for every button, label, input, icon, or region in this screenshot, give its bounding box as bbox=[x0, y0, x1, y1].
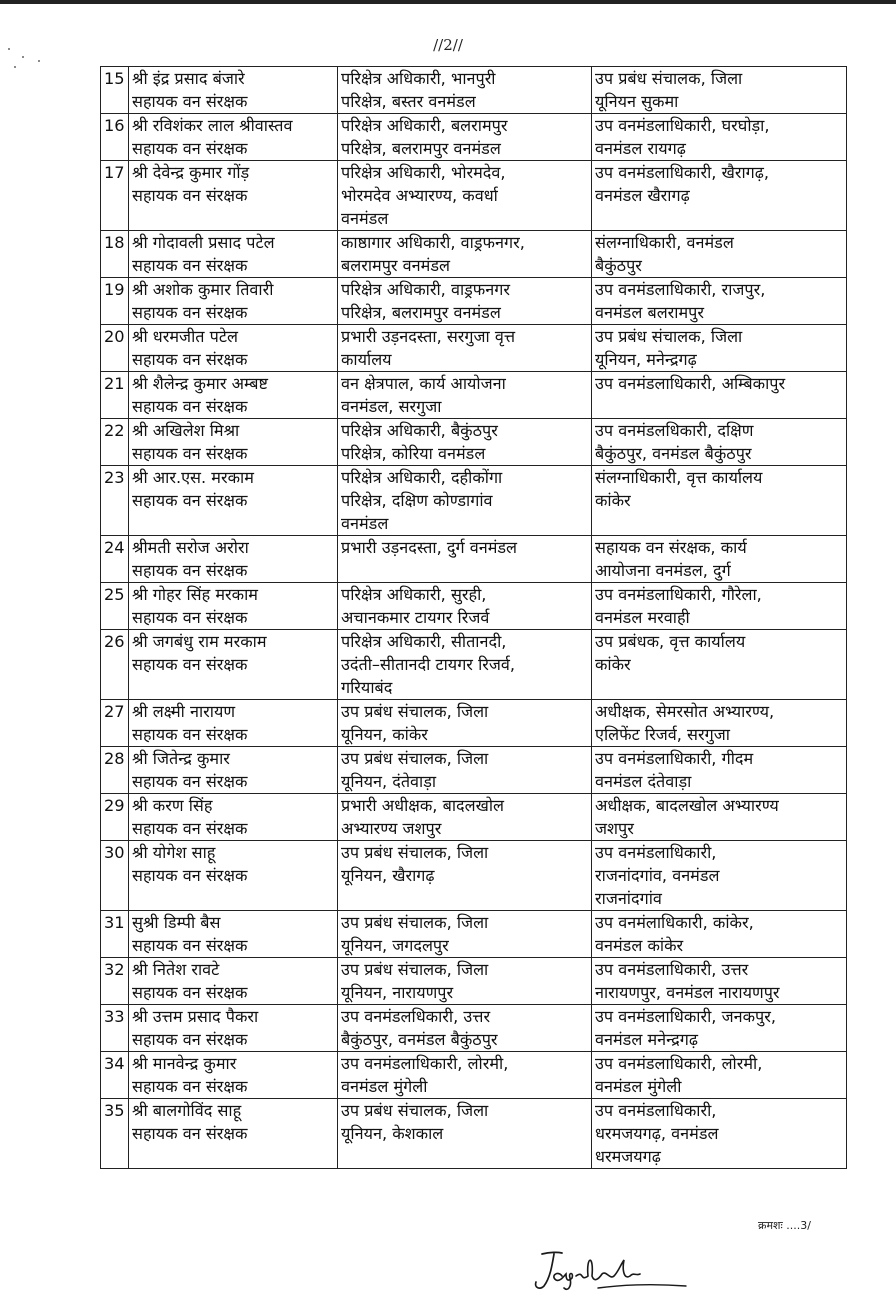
row-number: 23 bbox=[101, 466, 129, 536]
current-post-line: परिक्षेत्र, दक्षिण कोण्डागांव bbox=[341, 491, 493, 510]
current-post-line: वनमंडल bbox=[341, 209, 389, 228]
officer-name-cell bbox=[129, 958, 338, 1005]
current-post-cell bbox=[338, 1099, 592, 1169]
row-number: 33 bbox=[101, 1005, 129, 1052]
officer-name-line: सहायक वन संरक्षक bbox=[132, 350, 248, 369]
top-border-line bbox=[0, 0, 896, 4]
officer-name-line: श्री इंद्र प्रसाद बंजारे bbox=[132, 69, 245, 88]
officer-name-cell bbox=[129, 1005, 338, 1052]
table-row bbox=[101, 325, 847, 372]
current-post-cell bbox=[338, 958, 592, 1005]
table-row bbox=[101, 747, 847, 794]
officer-name-line: सहायक वन संरक्षक bbox=[132, 491, 248, 510]
continued-note: क्रमशः ....3/ bbox=[758, 1219, 811, 1232]
current-post-line: प्रभारी उड़नदस्ता, सरगुजा वृत्त bbox=[341, 327, 516, 346]
officer-name-line: श्री नितेश रावटे bbox=[132, 960, 220, 979]
current-post-cell bbox=[338, 700, 592, 747]
new-post-cell bbox=[592, 794, 847, 841]
officer-name-line: श्री गोदावली प्रसाद पटेल bbox=[132, 233, 275, 252]
table-row bbox=[101, 958, 847, 1005]
officer-name-line: श्री अशोक कुमार तिवारी bbox=[132, 280, 274, 299]
officer-name-cell bbox=[129, 325, 338, 372]
current-post-line: कार्यालय bbox=[341, 350, 392, 369]
officer-name-line: श्री उत्तम प्रसाद पैकरा bbox=[132, 1007, 259, 1026]
row-number: 24 bbox=[101, 536, 129, 583]
current-post-line: परिक्षेत्र अधिकारी, वाड्रफनगर bbox=[341, 280, 510, 299]
new-post-cell bbox=[592, 231, 847, 278]
new-post-cell bbox=[592, 161, 847, 231]
officer-name-line: सहायक वन संरक्षक bbox=[132, 655, 248, 674]
row-number: 35 bbox=[101, 1099, 129, 1169]
new-post-cell bbox=[592, 466, 847, 536]
officer-name-line: सहायक वन संरक्षक bbox=[132, 303, 248, 322]
new-post-line: वनमंडल दंतेवाड़ा bbox=[595, 772, 692, 791]
new-post-line: यूनियन सुकमा bbox=[595, 92, 679, 111]
officer-name-line: श्रीमती सरोज अरोरा bbox=[132, 538, 249, 557]
current-post-line: गरियाबंद bbox=[341, 678, 393, 697]
new-post-line: उप वनमंडलाधिकारी, उत्तर bbox=[595, 960, 749, 979]
current-post-cell bbox=[338, 419, 592, 466]
transfer-table bbox=[100, 66, 847, 1169]
new-post-cell bbox=[592, 278, 847, 325]
new-post-line: आयोजना वनमंडल, दुर्ग bbox=[595, 561, 731, 580]
table-row bbox=[101, 630, 847, 700]
row-number: 31 bbox=[101, 911, 129, 958]
new-post-line: बैकुंठपुर, वनमंडल बैकुंठपुर bbox=[595, 444, 752, 463]
officer-name-line: सहायक वन संरक्षक bbox=[132, 1077, 248, 1096]
new-post-line: धरमजयगढ़, वनमंडल bbox=[595, 1124, 719, 1143]
current-post-cell bbox=[338, 911, 592, 958]
new-post-cell bbox=[592, 372, 847, 419]
officer-name-cell bbox=[129, 161, 338, 231]
new-post-line: सहायक वन संरक्षक, कार्य bbox=[595, 538, 747, 557]
officer-name-line: सहायक वन संरक्षक bbox=[132, 866, 248, 885]
officer-name-line: श्री लक्ष्मी नारायण bbox=[132, 702, 236, 721]
new-post-line: उप वनमंडलाधिकारी, लोरमी, bbox=[595, 1054, 763, 1073]
officer-name-line: सहायक वन संरक्षक bbox=[132, 561, 248, 580]
new-post-cell bbox=[592, 114, 847, 161]
row-number: 34 bbox=[101, 1052, 129, 1099]
officer-name-cell bbox=[129, 114, 338, 161]
officer-name-line: सहायक वन संरक्षक bbox=[132, 444, 248, 463]
officer-name-cell bbox=[129, 466, 338, 536]
new-post-line: उप वनमंडलाधिकारी, bbox=[595, 1101, 717, 1120]
current-post-line: परिक्षेत्र अधिकारी, भोरमदेव, bbox=[341, 163, 506, 182]
officer-name-line: सहायक वन संरक्षक bbox=[132, 819, 248, 838]
officer-name-line: श्री बालगोविंद साहू bbox=[132, 1101, 242, 1120]
current-post-line: अभ्यारण्य जशपुर bbox=[341, 819, 442, 838]
current-post-cell bbox=[338, 1005, 592, 1052]
officer-name-line: सहायक वन संरक्षक bbox=[132, 397, 248, 416]
table-row bbox=[101, 794, 847, 841]
new-post-line: धरमजयगढ़ bbox=[595, 1147, 661, 1166]
officer-name-line: श्री धरमजीत पटेल bbox=[132, 327, 238, 346]
current-post-cell bbox=[338, 114, 592, 161]
current-post-line: यूनियन, नारायणपुर bbox=[341, 983, 454, 1002]
row-number: 22 bbox=[101, 419, 129, 466]
officer-name-line: सहायक वन संरक्षक bbox=[132, 1030, 248, 1049]
new-post-line: अधीक्षक, बादलखोल अभ्यारण्य bbox=[595, 796, 779, 815]
officer-name-line: श्री गोहर सिंह मरकाम bbox=[132, 585, 258, 604]
table-row bbox=[101, 911, 847, 958]
new-post-line: उप वनमंलाधिकारी, कांकेर, bbox=[595, 913, 754, 932]
new-post-line: वनमंडल मुंगेली bbox=[595, 1077, 682, 1096]
new-post-line: वनमंडल मनेन्द्रगढ़ bbox=[595, 1030, 698, 1049]
row-number: 18 bbox=[101, 231, 129, 278]
current-post-cell bbox=[338, 372, 592, 419]
officer-name-line: श्री आर.एस. मरकाम bbox=[132, 468, 254, 487]
table-row bbox=[101, 161, 847, 231]
officer-name-line: सहायक वन संरक्षक bbox=[132, 772, 248, 791]
row-number: 21 bbox=[101, 372, 129, 419]
new-post-line: उप प्रबंध संचालक, जिला bbox=[595, 327, 743, 346]
current-post-cell bbox=[338, 630, 592, 700]
scan-speck bbox=[38, 60, 40, 62]
table-row bbox=[101, 231, 847, 278]
table-row bbox=[101, 419, 847, 466]
current-post-line: वनमंडल bbox=[341, 514, 389, 533]
current-post-line: प्रभारी अधीक्षक, बादलखोल bbox=[341, 796, 505, 815]
new-post-line: संलग्नाधिकारी, वनमंडल bbox=[595, 233, 734, 252]
current-post-line: परिक्षेत्र, बलरामपुर वनमंडल bbox=[341, 139, 501, 158]
officer-name-cell bbox=[129, 278, 338, 325]
current-post-line: वन क्षेत्रपाल, कार्य आयोजना bbox=[341, 374, 506, 393]
officer-name-line: श्री जितेन्द्र कुमार bbox=[132, 749, 230, 768]
new-post-line: वनमंडल खैरागढ़ bbox=[595, 186, 690, 205]
new-post-line: उप वनमंडलाधिकारी, गौरेला, bbox=[595, 585, 762, 604]
table-row bbox=[101, 841, 847, 911]
transfer-table-body bbox=[101, 67, 847, 1169]
new-post-cell bbox=[592, 1099, 847, 1169]
new-post-line: अधीक्षक, सेमरसोत अभ्यारण्य, bbox=[595, 702, 775, 721]
new-post-line: उप वनमंडलाधिकारी, अम्बिकापुर bbox=[595, 374, 786, 393]
current-post-line: यूनियन, दंतेवाड़ा bbox=[341, 772, 437, 791]
current-post-line: उप प्रबंध संचालक, जिला bbox=[341, 749, 489, 768]
officer-name-line: सहायक वन संरक्षक bbox=[132, 608, 248, 627]
officer-name-line: श्री शैलेन्द्र कुमार अम्बष्ट bbox=[132, 374, 268, 393]
current-post-cell bbox=[338, 794, 592, 841]
current-post-line: परिक्षेत्र अधिकारी, दहीकोंगा bbox=[341, 468, 503, 487]
new-post-line: राजनांदगांव bbox=[595, 889, 662, 908]
row-number: 26 bbox=[101, 630, 129, 700]
scan-speck bbox=[22, 56, 24, 58]
officer-name-line: श्री अखिलेश मिश्रा bbox=[132, 421, 240, 440]
row-number: 30 bbox=[101, 841, 129, 911]
current-post-line: काष्ठागार अधिकारी, वाड्रफनगर, bbox=[341, 233, 525, 252]
page-number: //2// bbox=[433, 36, 463, 54]
current-post-cell bbox=[338, 325, 592, 372]
current-post-line: उप प्रबंध संचालक, जिला bbox=[341, 913, 489, 932]
officer-name-line: सहायक वन संरक्षक bbox=[132, 983, 248, 1002]
current-post-line: उप प्रबंध संचालक, जिला bbox=[341, 960, 489, 979]
new-post-line: उप वनमंडलाधिकारी, गीदम bbox=[595, 749, 754, 768]
new-post-line: उप वनमंडलाधिकारी, घरघोड़ा, bbox=[595, 116, 770, 135]
table-row bbox=[101, 278, 847, 325]
new-post-line: जशपुर bbox=[595, 819, 634, 838]
row-number: 19 bbox=[101, 278, 129, 325]
officer-name-cell bbox=[129, 583, 338, 630]
current-post-line: उप वनमंडलधिकारी, उत्तर bbox=[341, 1007, 491, 1026]
current-post-cell bbox=[338, 278, 592, 325]
current-post-line: परिक्षेत्र अधिकारी, बलरामपुर bbox=[341, 116, 508, 135]
current-post-line: परिक्षेत्र अधिकारी, सुरही, bbox=[341, 585, 487, 604]
officer-name-line: सुश्री डिम्पी बैस bbox=[132, 913, 221, 932]
table-row bbox=[101, 1052, 847, 1099]
new-post-line: वनमंडल मरवाही bbox=[595, 608, 690, 627]
new-post-cell bbox=[592, 67, 847, 114]
new-post-line: वनमंडल कांकेर bbox=[595, 936, 684, 955]
new-post-cell bbox=[592, 911, 847, 958]
officer-name-line: सहायक वन संरक्षक bbox=[132, 256, 248, 275]
officer-name-cell bbox=[129, 67, 338, 114]
current-post-line: बैकुंठपुर, वनमंडल बैकुंठपुर bbox=[341, 1030, 498, 1049]
officer-name-cell bbox=[129, 372, 338, 419]
officer-name-cell bbox=[129, 700, 338, 747]
current-post-cell bbox=[338, 67, 592, 114]
new-post-cell bbox=[592, 630, 847, 700]
new-post-cell bbox=[592, 747, 847, 794]
row-number: 29 bbox=[101, 794, 129, 841]
table-row bbox=[101, 372, 847, 419]
current-post-cell bbox=[338, 583, 592, 630]
current-post-line: परिक्षेत्र अधिकारी, सीतानदी, bbox=[341, 632, 507, 651]
current-post-line: वनमंडल मुंगेली bbox=[341, 1077, 428, 1096]
new-post-line: राजनांदगांव, वनमंडल bbox=[595, 866, 720, 885]
new-post-line: वनमंडल रायगढ़ bbox=[595, 139, 686, 158]
new-post-line: उप वनमंडलाधिकारी, bbox=[595, 843, 717, 862]
new-post-line: कांकेर bbox=[595, 655, 631, 674]
current-post-cell bbox=[338, 841, 592, 911]
row-number: 20 bbox=[101, 325, 129, 372]
new-post-line: उप वनमंडलाधिकारी, राजपुर, bbox=[595, 280, 766, 299]
new-post-cell bbox=[592, 536, 847, 583]
new-post-cell bbox=[592, 958, 847, 1005]
new-post-cell bbox=[592, 583, 847, 630]
current-post-line: अचानकमार टायगर रिजर्व bbox=[341, 608, 490, 627]
current-post-line: यूनियन, खैरागढ़ bbox=[341, 866, 435, 885]
officer-name-line: सहायक वन संरक्षक bbox=[132, 1124, 248, 1143]
new-post-cell bbox=[592, 1052, 847, 1099]
new-post-line: संलग्नाधिकारी, वृत्त कार्यालय bbox=[595, 468, 763, 487]
current-post-line: उप प्रबंध संचालक, जिला bbox=[341, 1101, 489, 1120]
officer-name-line: सहायक वन संरक्षक bbox=[132, 139, 248, 158]
officer-name-cell bbox=[129, 1099, 338, 1169]
new-post-cell bbox=[592, 841, 847, 911]
officer-name-line: श्री देवेन्द्र कुमार गोंड़ bbox=[132, 163, 250, 182]
current-post-cell bbox=[338, 1052, 592, 1099]
current-post-line: परिक्षेत्र, बस्तर वनमंडल bbox=[341, 92, 476, 111]
current-post-line: परिक्षेत्र, बलरामपुर वनमंडल bbox=[341, 303, 501, 322]
current-post-line: उप प्रबंध संचालक, जिला bbox=[341, 702, 489, 721]
new-post-line: यूनियन, मनेन्द्रगढ़ bbox=[595, 350, 697, 369]
new-post-cell bbox=[592, 419, 847, 466]
table-row bbox=[101, 1005, 847, 1052]
new-post-line: उप वनमंडलाधिकारी, जनकपुर, bbox=[595, 1007, 776, 1026]
new-post-line: उप प्रबंध संचालक, जिला bbox=[595, 69, 743, 88]
scan-speck bbox=[14, 66, 16, 68]
new-post-line: उप वनमंडलधिकारी, दक्षिण bbox=[595, 421, 754, 440]
current-post-cell bbox=[338, 161, 592, 231]
new-post-cell bbox=[592, 1005, 847, 1052]
new-post-cell bbox=[592, 325, 847, 372]
current-post-line: उप प्रबंध संचालक, जिला bbox=[341, 843, 489, 862]
table-row bbox=[101, 700, 847, 747]
row-number: 28 bbox=[101, 747, 129, 794]
officer-name-line: श्री जगबंधु राम मरकाम bbox=[132, 632, 267, 651]
officer-name-line: सहायक वन संरक्षक bbox=[132, 725, 248, 744]
current-post-line: परिक्षेत्र अधिकारी, भानपुरी bbox=[341, 69, 496, 88]
row-number: 17 bbox=[101, 161, 129, 231]
officer-name-line: सहायक वन संरक्षक bbox=[132, 92, 248, 111]
current-post-line: यूनियन, जगदलपुर bbox=[341, 936, 449, 955]
officer-name-cell bbox=[129, 630, 338, 700]
row-number: 32 bbox=[101, 958, 129, 1005]
current-post-line: बलरामपुर वनमंडल bbox=[341, 256, 450, 275]
new-post-line: उप वनमंडलाधिकारी, खैरागढ़, bbox=[595, 163, 770, 182]
officer-name-cell bbox=[129, 231, 338, 278]
new-post-line: एलिफेंट रिजर्व, सरगुजा bbox=[595, 725, 730, 744]
current-post-line: उदंती–सीतानदी टायगर रिजर्व, bbox=[341, 655, 516, 674]
current-post-cell bbox=[338, 466, 592, 536]
row-number: 15 bbox=[101, 67, 129, 114]
current-post-line: प्रभारी उड़नदस्ता, दुर्ग वनमंडल bbox=[341, 538, 518, 557]
new-post-line: कांकेर bbox=[595, 491, 631, 510]
table-row bbox=[101, 536, 847, 583]
current-post-line: भोरमदेव अभ्यारण्य, कवर्धा bbox=[341, 186, 498, 205]
table-row bbox=[101, 583, 847, 630]
officer-name-cell bbox=[129, 841, 338, 911]
new-post-line: उप प्रबंधक, वृत्त कार्यालय bbox=[595, 632, 746, 651]
new-post-line: नारायणपुर, वनमंडल नारायणपुर bbox=[595, 983, 780, 1002]
officer-name-line: श्री मानवेन्द्र कुमार bbox=[132, 1054, 237, 1073]
table-row bbox=[101, 1099, 847, 1169]
officer-name-cell bbox=[129, 1052, 338, 1099]
officer-name-line: सहायक वन संरक्षक bbox=[132, 186, 248, 205]
current-post-line: परिक्षेत्र अधिकारी, बैकुंठपुर bbox=[341, 421, 498, 440]
current-post-cell bbox=[338, 231, 592, 278]
officer-name-cell bbox=[129, 747, 338, 794]
current-post-line: यूनियन, कांकेर bbox=[341, 725, 428, 744]
officer-name-line: सहायक वन संरक्षक bbox=[132, 936, 248, 955]
table-row bbox=[101, 466, 847, 536]
current-post-cell bbox=[338, 536, 592, 583]
officer-name-line: श्री योगेश साहू bbox=[132, 843, 216, 862]
signature bbox=[528, 1246, 698, 1300]
new-post-cell bbox=[592, 700, 847, 747]
signature-mark bbox=[528, 1246, 698, 1296]
officer-name-cell bbox=[129, 911, 338, 958]
table-row bbox=[101, 114, 847, 161]
row-number: 16 bbox=[101, 114, 129, 161]
current-post-line: उप वनमंडलाधिकारी, लोरमी, bbox=[341, 1054, 509, 1073]
officer-name-cell bbox=[129, 794, 338, 841]
new-post-line: बैकुंठपुर bbox=[595, 256, 642, 275]
current-post-line: परिक्षेत्र, कोरिया वनमंडल bbox=[341, 444, 486, 463]
officer-name-cell bbox=[129, 419, 338, 466]
table-row bbox=[101, 67, 847, 114]
new-post-line: वनमंडल बलरामपुर bbox=[595, 303, 704, 322]
officer-name-line: श्री करण सिंह bbox=[132, 796, 213, 815]
officer-name-line: श्री रविशंकर लाल श्रीवास्तव bbox=[132, 116, 293, 135]
current-post-line: यूनियन, केशकाल bbox=[341, 1124, 444, 1143]
row-number: 25 bbox=[101, 583, 129, 630]
current-post-cell bbox=[338, 747, 592, 794]
officer-name-cell bbox=[129, 536, 338, 583]
current-post-line: वनमंडल, सरगुजा bbox=[341, 397, 442, 416]
row-number: 27 bbox=[101, 700, 129, 747]
